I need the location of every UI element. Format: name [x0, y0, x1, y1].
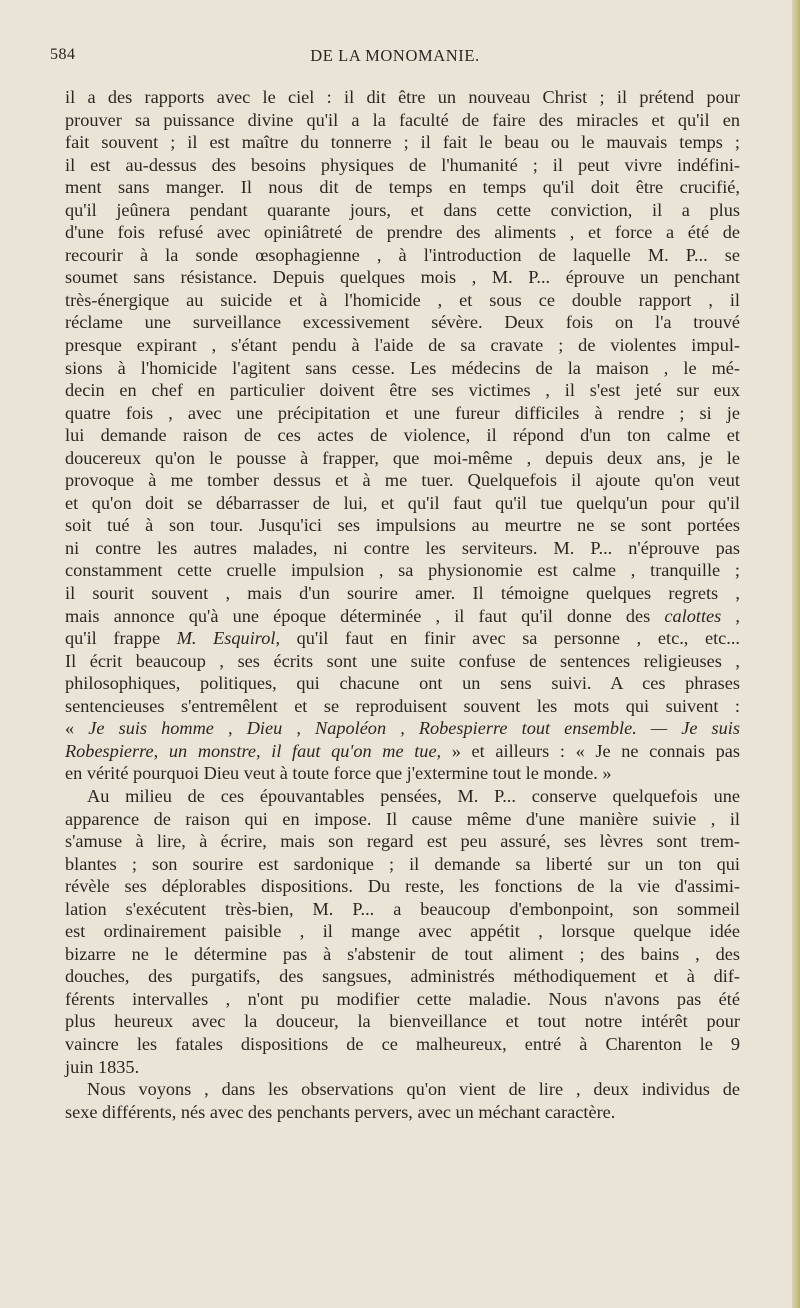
- text-segment: qu'il frappe: [65, 628, 177, 649]
- text-segment: douches, des purgatifs, des sangsues, administrés méthodiquement et à dif-: [65, 966, 740, 987]
- text-line: [65, 514, 740, 537]
- text-line: [65, 86, 740, 109]
- text-segment: vaincre les fatales dispositions de ce malheureux, entré à Charenton le 9: [65, 1033, 740, 1054]
- text-segment: il est au-dessus des besoins physiques de l'humanité ; il peut vivre indéfini-: [65, 154, 740, 175]
- text-segment: philosophiques, politiques, qui chacune ont un sens suivi. A ces phrases: [65, 673, 740, 694]
- text-segment: fait souvent ; il est maître du tonnerre ; il fait le beau ou le mauvais temps ;: [65, 132, 740, 153]
- text-line: [65, 289, 740, 312]
- text-segment: apparence de raison qui en impose. Il cause même d'une manière suivie , il: [65, 808, 740, 829]
- text-line: [65, 402, 740, 425]
- text-line: [65, 244, 740, 267]
- text-line: [65, 537, 740, 560]
- text-segment: provoque à me tomber dessus et à me tuer. Quelquefois il ajoute qu'on veut: [65, 470, 740, 491]
- page-header: [50, 46, 740, 70]
- text-segment: lui demande raison de ces actes de violence, il répond d'un ton calme et: [65, 425, 740, 446]
- text-segment: mais annonce qu'à une époque déterminée , il faut qu'il donne des: [65, 605, 665, 626]
- text-segment: «: [65, 718, 89, 739]
- text-line: [65, 131, 740, 154]
- italic-text: calottes: [664, 605, 722, 626]
- text-line: [65, 109, 740, 132]
- text-segment: presque expirant , s'étant pendu à l'aide de sa cravate ; de violentes impul-: [65, 335, 740, 356]
- italic-text: Je suis homme , Dieu , Napoléon , Robespierre tout ensemble. — Je suis: [88, 718, 740, 739]
- text-line: [65, 853, 740, 876]
- text-line: [65, 1056, 740, 1079]
- text-line: [65, 154, 740, 177]
- text-segment: Il écrit beaucoup , ses écrits sont une suite confuse de sentences religieuses ,: [65, 650, 740, 671]
- text-line: [65, 447, 740, 470]
- text-segment: , qu'il faut en finir avec sa personne , etc., etc...: [275, 628, 740, 649]
- text-segment: Au milieu de ces épouvantables pensées, M. P... conserve quelquefois une: [87, 785, 740, 806]
- text-segment: plus heureux avec la douceur, la bienveillance et tout notre intérêt pour: [65, 1011, 740, 1032]
- text-line: [65, 740, 740, 763]
- text-segment: révèle ses déplorables dispositions. Du reste, les fonctions de la vie d'assimi-: [65, 876, 740, 897]
- text-segment: en vérité pourquoi Dieu veut à toute force que j'extermine tout le monde. »: [65, 763, 612, 784]
- text-segment: constamment cette cruelle impulsion , sa physionomie est calme , tranquille ;: [65, 560, 740, 581]
- text-line: [65, 221, 740, 244]
- text-line: [65, 1078, 740, 1101]
- italic-text: M. Esquirol: [176, 628, 276, 649]
- text-line: [65, 1101, 740, 1124]
- text-segment: soumet sans résistance. Depuis quelques mois , M. P... éprouve un penchant: [65, 267, 740, 288]
- text-line: [65, 605, 740, 628]
- text-line: [65, 199, 740, 222]
- text-line: [65, 717, 740, 740]
- text-segment: d'une fois refusé avec opiniâtreté de prendre des aliments , et force a été de: [65, 222, 740, 243]
- text-segment: doucereux qu'on le pousse à frapper, que moi-même , depuis deux ans, je le: [65, 447, 740, 468]
- text-line: [65, 898, 740, 921]
- text-line: [65, 762, 740, 785]
- text-line: [65, 875, 740, 898]
- text-line: [65, 920, 740, 943]
- text-line: [65, 311, 740, 334]
- text-line: [65, 785, 740, 808]
- text-line: [65, 808, 740, 831]
- text-segment: recourir à la sonde œsophagienne , à l'introduction de laquelle M. P... se: [65, 244, 740, 265]
- text-line: [65, 492, 740, 515]
- text-line: [65, 627, 740, 650]
- text-segment: qu'il jeûnera pendant quarante jours, et dans cette conviction, il a plus: [65, 199, 740, 220]
- text-segment: est ordinairement paisible , il mange avec appétit , lorsque quelque idée: [65, 921, 740, 942]
- text-segment: sexe différents, nés avec des penchants pervers, avec un méchant caractère.: [65, 1101, 616, 1122]
- text-segment: quatre fois , avec une précipitation et une fureur difficiles à rendre ; si je: [65, 402, 740, 423]
- text-segment: sions à l'homicide l'agitent sans cesse. Les médecins de la maison , le mé-: [65, 357, 740, 378]
- text-line: [65, 379, 740, 402]
- text-line: [65, 176, 740, 199]
- page-number: 584: [50, 46, 76, 63]
- text-line: [65, 672, 740, 695]
- text-line: [65, 559, 740, 582]
- text-line: [65, 266, 740, 289]
- text-line: [65, 357, 740, 380]
- text-line: [65, 1033, 740, 1056]
- text-segment: ni contre les autres malades, ni contre les serviteurs. M. P... n'éprouve pas: [65, 537, 740, 558]
- text-segment: blantes ; son sourire est sardonique ; il demande sa liberté sur un ton qui: [65, 853, 740, 874]
- text-line: [65, 650, 740, 673]
- text-segment: ,: [721, 605, 740, 626]
- text-segment: Nous voyons , dans les observations qu'on vient de lire , deux individus de: [87, 1079, 740, 1100]
- text-line: [65, 965, 740, 988]
- text-segment: » et ailleurs : « Je ne connais pas: [441, 740, 740, 761]
- text-segment: decin en chef en particulier doivent être ses victimes , il s'est jeté sur eux: [65, 380, 740, 401]
- body-text: [65, 86, 740, 1123]
- text-segment: bizarre ne le détermine pas à s'abstenir de tout aliment ; des bains , des: [65, 943, 740, 964]
- text-line: [65, 830, 740, 853]
- text-line: [65, 1010, 740, 1033]
- text-line: [65, 988, 740, 1011]
- text-segment: férents intervalles , n'ont pu modifier cette maladie. Nous n'avons pas été: [65, 988, 740, 1009]
- running-title: DE LA MONOMANIE.: [310, 46, 480, 65]
- text-line: [65, 424, 740, 447]
- text-segment: soit tué à son tour. Jusqu'ici ses impulsions au meurtre ne se sont portées: [65, 515, 740, 536]
- text-line: [65, 582, 740, 605]
- text-segment: et qu'on doit se débarrasser de lui, et qu'il faut qu'il tue quelqu'un pour qu'il: [65, 492, 740, 513]
- text-segment: juin 1835.: [65, 1056, 140, 1077]
- text-segment: prouver sa puissance divine qu'il a la faculté de faire des miracles et qu'il en: [65, 109, 740, 130]
- text-line: [65, 469, 740, 492]
- text-segment: il a des rapports avec le ciel : il dit être un nouveau Christ ; il prétend pour: [65, 87, 740, 107]
- text-line: [65, 334, 740, 357]
- page-edge: [792, 0, 800, 1308]
- text-segment: s'amuse à lire, à écrire, mais son regard est peu assuré, ses lèvres sont trem-: [65, 831, 740, 852]
- text-segment: très-énergique au suicide et à l'homicide , et sous ce double rapport , il: [65, 289, 740, 310]
- text-segment: sentencieuses s'entremêlent et se reproduisent souvent les mots qui suivent :: [65, 695, 740, 716]
- italic-text: Robespierre, un monstre, il faut qu'on me tue,: [65, 740, 442, 761]
- text-segment: lation s'exécutent très-bien, M. P... a beaucoup d'embonpoint, son sommeil: [65, 898, 740, 919]
- text-segment: il sourit souvent , mais d'un sourire amer. Il témoigne quelques regrets ,: [65, 583, 740, 604]
- text-line: [65, 695, 740, 718]
- text-segment: ment sans manger. Il nous dit de temps en temps qu'il doit être crucifié,: [65, 177, 740, 198]
- text-segment: réclame une surveillance excessivement sévère. Deux fois on l'a trouvé: [65, 312, 740, 333]
- text-line: [65, 943, 740, 966]
